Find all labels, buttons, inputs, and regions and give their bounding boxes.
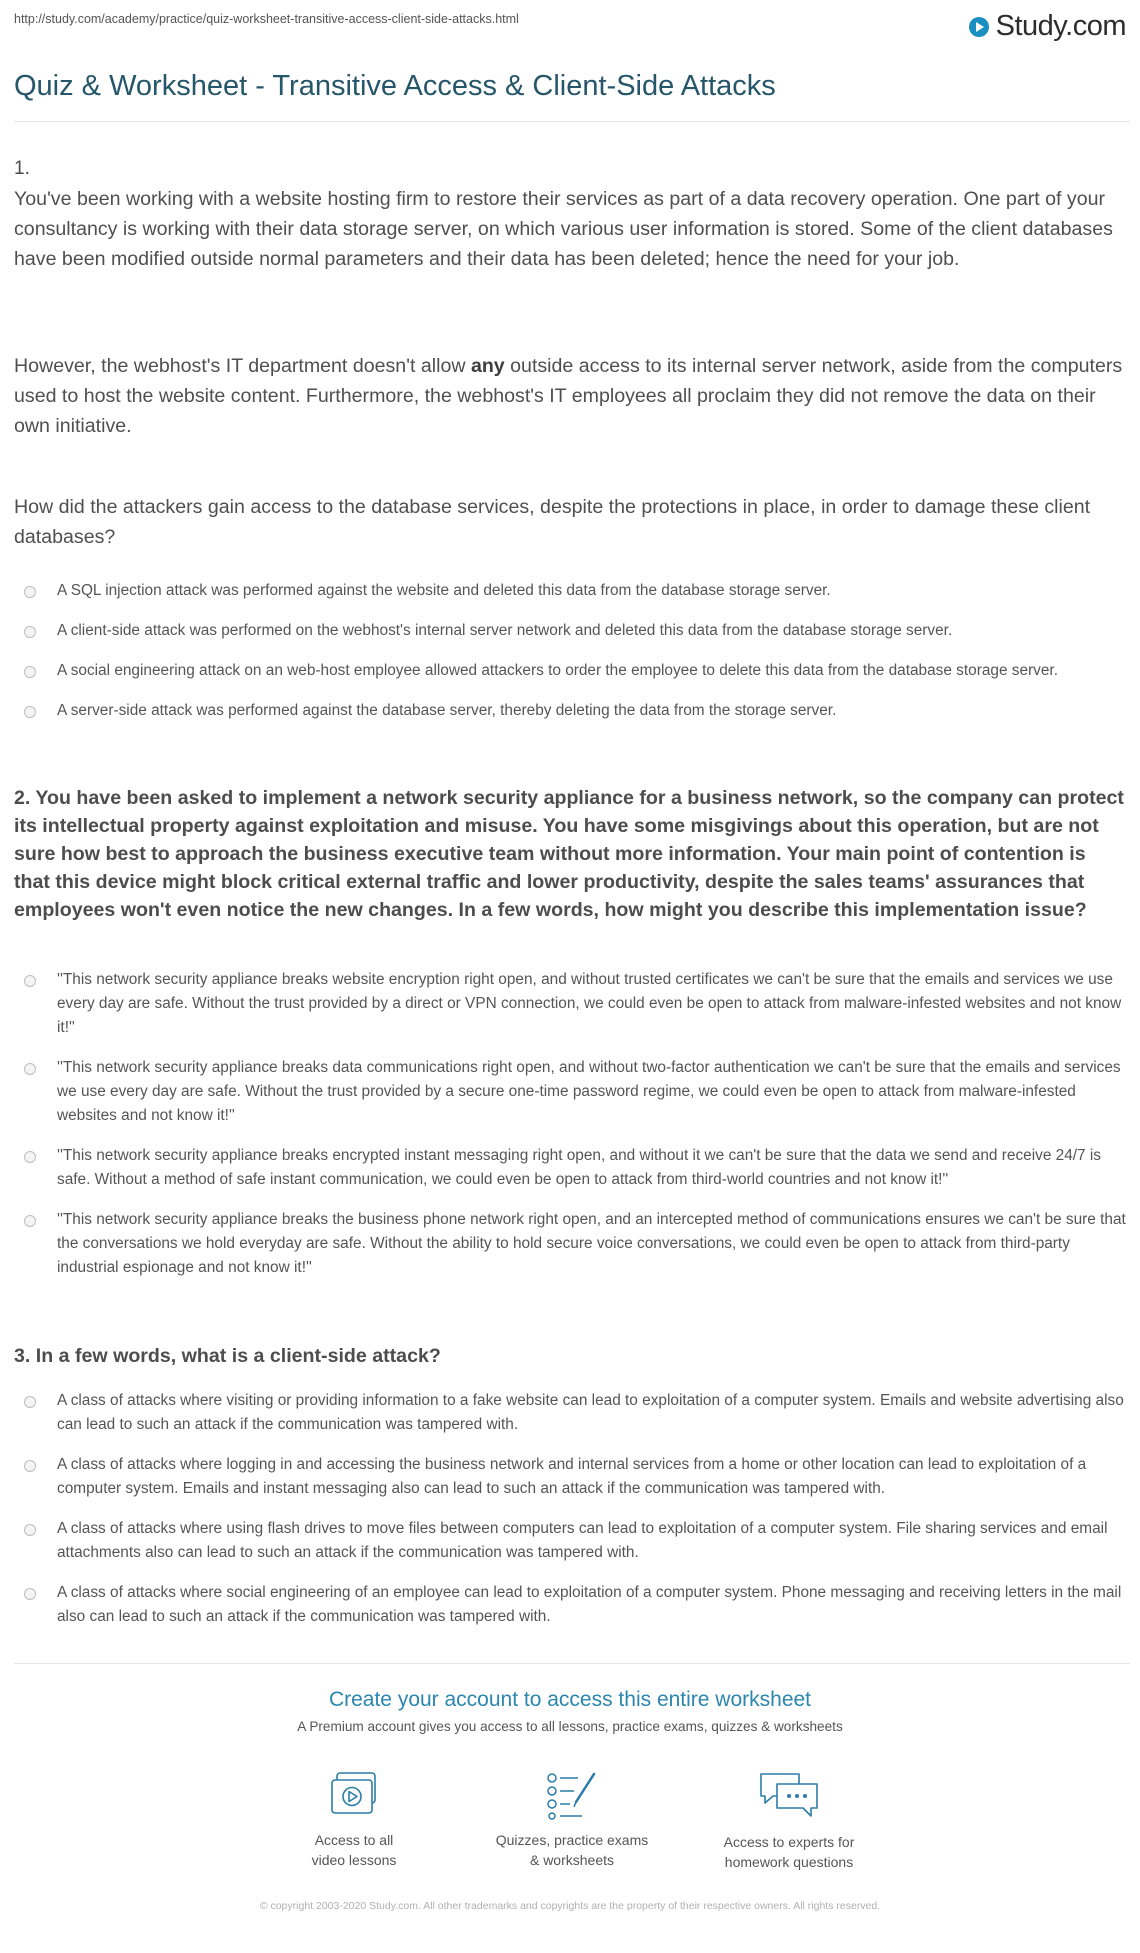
quiz-checklist-icon [544,1770,600,1820]
question-1-paragraph-1: You've been working with a website hosting firm to restore their services as part of a data recovery operation. One part of your consultancy is working with their data storage server, on which various user information is stored. Some of the client databases have been modified outside normal parameters and their data has been deleted; hence the need for your job. [14,188,1113,270]
radio-button[interactable] [24,1063,36,1075]
question-3-text: 3. In a few words, what is a client-side attack? [14,1345,441,1367]
answer-option[interactable]: ''This network security appliance breaks encrypted instant messaging right open, and without it we can't be sure that the data we send and receive 24/7 is safe. Without a method of safe instant communication, we could even be open to attack from third-world countries and not know it!'' [14,1144,1130,1192]
feature-label: Access to all video lessons [311,1832,397,1868]
radio-button[interactable] [24,1396,36,1408]
radio-button[interactable] [24,975,36,987]
study-logo[interactable] [968,10,1126,43]
emphasis-any: any [470,355,505,377]
logo-text: Study.com [995,10,1126,42]
question-3-options [14,1389,1130,1629]
answer-option[interactable]: A class of attacks where logging in and accessing the business network and internal services from a home or other location can lead to exploitation of a computer system. Emails and instant messaging also can lead to such an attack if the communication was tampered with. [14,1453,1130,1501]
answer-option[interactable]: A server-side attack was performed against the database server, thereby deleting the data from the storage server. [14,699,1130,723]
radio-button[interactable] [24,666,36,678]
divider [14,1663,1130,1664]
create-account-link[interactable]: Create your account to access this entire worksheet [328,1688,812,1711]
answer-option[interactable]: A class of attacks where visiting or providing information to a fake website can lead to exploitation of a computer system. Emails and website advertising also can lead to such an attack if the communication was tampered with. [14,1389,1130,1437]
play-circle-icon [968,16,990,38]
page-url: http://study.com/academy/practice/quiz-worksheet-transitive-access-client-side-attacks.html [14,12,519,26]
question-1-paragraph-2: However, the webhost's IT department doesn't allow any outside access to its internal server network, aside from the computers used to host the website content. Furthermore, the webhost's IT employees all proclaim they did not remove the data on their own initiative. [14,355,1123,437]
question-1-prompt: How did the attackers gain access to the database services, despite the protections in place, in order to damage these client databases? [14,496,1091,548]
feature-experts [704,1770,874,1872]
page-title: Quiz & Worksheet - Transitive Access & Client-Side Attacks [14,70,776,102]
radio-button[interactable] [24,586,36,598]
radio-button[interactable] [24,626,36,638]
radio-button[interactable] [24,706,36,718]
question-1-options [14,579,1130,723]
feature-label: Access to experts for homework questions [723,1834,855,1870]
header-bar [14,10,1126,44]
radio-button[interactable] [24,1215,36,1227]
chat-experts-icon [757,1770,821,1822]
feature-video-lessons [269,1770,439,1870]
question-2-text: 2. You have been asked to implement a network security appliance for a business network, so the company can protect its intellectual property against exploitation and misuse. You have some misgivings about this operation, but are not sure how best to approach the business executive team without more information. Your main point of contention is that this device might block critical external traffic and lower productivity, despite the sales teams' assurances that employees won't even notice the new changes. In a few words, how might you describe this implementation issue? [14,787,1124,921]
question-2-options [14,968,1130,1280]
radio-button[interactable] [24,1151,36,1163]
premium-description: A Premium account gives you access to all lessons, practice exams, quizzes & worksheets [297,1719,843,1734]
answer-option[interactable]: ''This network security appliance breaks data communications right open, and without two-factor authentication we can't be sure that the emails and services we use every day are safe. Without the trust provided by a secure one-time password regime, we could even be open to attack from malware-infested websites and not know it!'' [14,1056,1130,1128]
video-lessons-icon [328,1770,380,1820]
answer-option[interactable]: A SQL injection attack was performed against the website and deleted this data from the database storage server. [14,579,1130,603]
question-1-number: 1. [14,158,30,179]
radio-button[interactable] [24,1524,36,1536]
answer-option[interactable]: ''This network security appliance breaks website encryption right open, and without trusted certificates we can't be sure that the emails and services we use every day are safe. Without the trust provided by a direct or VPN connection, we could even be open to attack from malware-infested websites and not know it!'' [14,968,1130,1040]
answer-option[interactable]: A client-side attack was performed on the webhost's internal server network and deleted this data from the database storage server. [14,619,1130,643]
answer-option[interactable]: A class of attacks where using flash drives to move files between computers can lead to exploitation of a computer system. File sharing services and email attachments also can lead to such an attack if the communication was tampered with. [14,1517,1130,1565]
feature-quizzes [487,1770,657,1870]
copyright-notice: © copyright 2003-2020 Study.com. All other trademarks and copyrights are the property of their respective owners. All rights reserved. [259,1900,881,1912]
answer-option[interactable]: ''This network security appliance breaks the business phone network right open, and an intercepted method of communications ensures we can't be sure that the conversations we hold everyday are safe. Without the ability to hold secure voice conversations, we could even be open to attack from third-party industrial espionage and not know it!'' [14,1208,1130,1280]
radio-button[interactable] [24,1588,36,1600]
radio-button[interactable] [24,1460,36,1472]
feature-label: Quizzes, practice exams & worksheets [495,1832,649,1868]
answer-option[interactable]: A social engineering attack on an web-host employee allowed attackers to order the employee to delete this data from the database storage server. [14,659,1130,683]
divider [14,121,1130,122]
answer-option[interactable]: A class of attacks where social engineering of an employee can lead to exploitation of a computer system. Phone messaging and receiving letters in the mail also can lead to such an attack if the communication was tampered with. [14,1581,1130,1629]
